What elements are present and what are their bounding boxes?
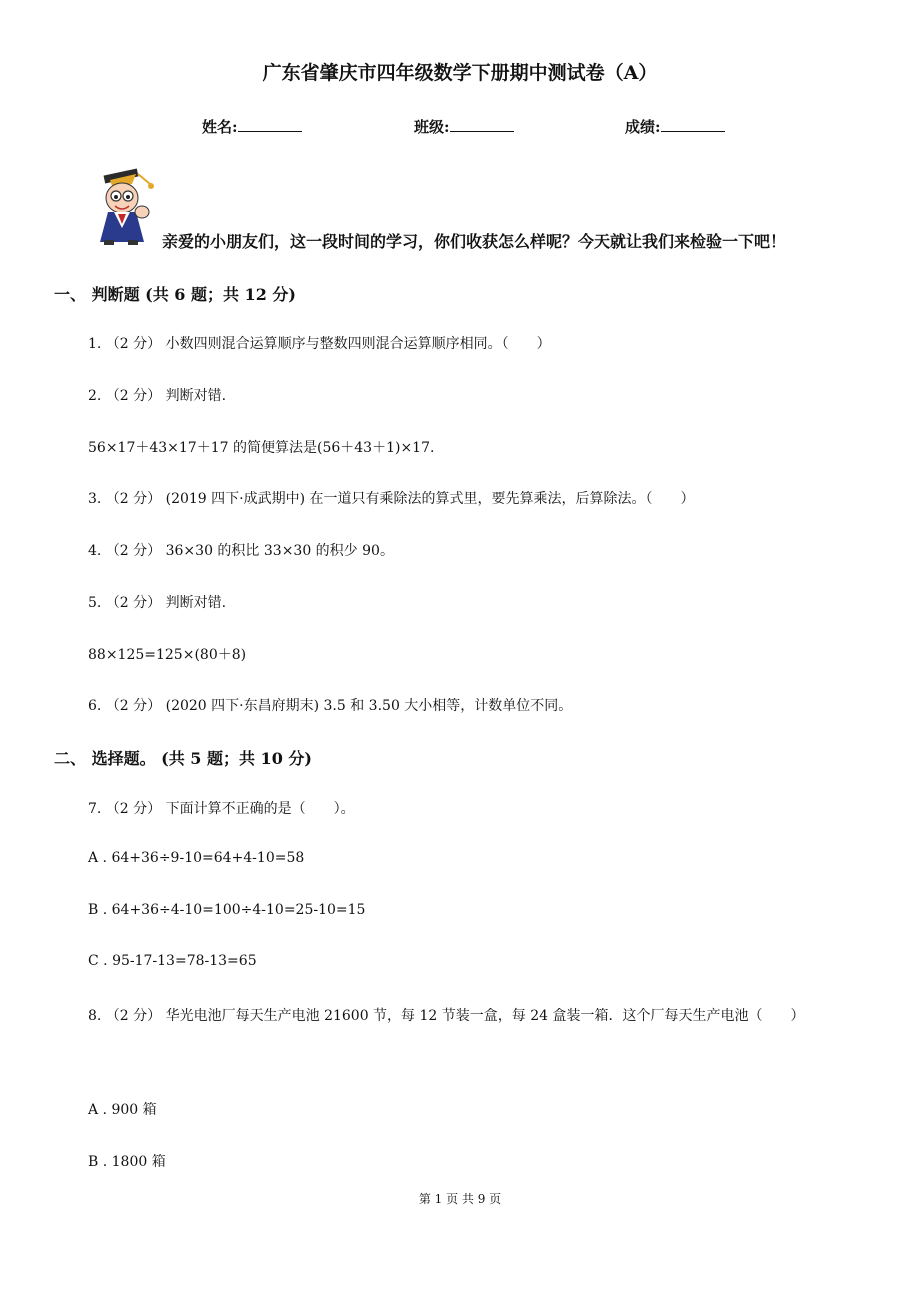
- page-footer: 第 1 页 共 9 页: [418, 1192, 502, 1206]
- section2-heading: 二、 选择题。 (共 5 题；共 10 分): [54, 749, 312, 768]
- name-blank: [238, 117, 302, 132]
- score-field: [625, 116, 725, 137]
- question-5: 5. （2 分） 判断对错.: [88, 595, 227, 611]
- greeting-text: 亲爱的小朋友们，这一段时间的学习，你们收获怎么样呢？今天就让我们来检验一下吧！: [162, 232, 787, 251]
- question-4: 4. （2 分） 36×30 的积比 33×30 的积少 90。: [88, 543, 394, 559]
- section1-heading: 一、 判断题 (共 6 题；共 12 分): [54, 285, 296, 304]
- question-8-option-a: A . 900 箱: [88, 1102, 157, 1118]
- question-2-expression: 56×17＋43×17＋17 的简便算法是(56＋43＋1)×17.: [88, 440, 435, 456]
- question-3: 3. （2 分） (2019 四下·成武期中) 在一道只有乘除法的算式里，要先算乘法，后算除法。（ ）: [88, 491, 695, 507]
- class-field: [414, 116, 514, 137]
- question-1: 1. （2 分） 小数四则混合运算顺序与整数四则混合运算顺序相同。（ ）: [88, 336, 551, 352]
- question-7-option-c: C . 95-17-13=78-13=65: [88, 953, 257, 969]
- name-label: 姓名:: [202, 118, 238, 136]
- question-8: 8. （2 分） 华光电池厂每天生产电池 21600 节，每 12 节装一盒，每 24 盒装一箱．这个厂每天生产电池（ ）: [88, 1008, 805, 1024]
- question-8-option-b: B . 1800 箱: [88, 1154, 166, 1170]
- class-blank: [450, 117, 514, 132]
- question-5-expression: 88×125=125×(80＋8): [88, 647, 247, 663]
- score-label: 成绩:: [625, 118, 661, 136]
- mascot-icon: [92, 168, 164, 246]
- question-6: 6. （2 分） (2020 四下·东昌府期末) 3.5 和 3.50 大小相等，计数单位不同。: [88, 698, 573, 714]
- question-7-option-a: A . 64+36÷9-10=64+4-10=58: [88, 850, 305, 866]
- class-label: 班级:: [414, 118, 450, 136]
- question-2: 2. （2 分） 判断对错.: [88, 388, 227, 404]
- question-7: 7. （2 分） 下面计算不正确的是（ ）。: [88, 801, 355, 817]
- exam-title: 广东省肇庆市四年级数学下册期中测试卷（A）: [262, 62, 658, 84]
- question-7-option-b: B . 64+36÷4-10=100÷4-10=25-10=15: [88, 902, 366, 918]
- name-field: [202, 116, 302, 137]
- score-blank: [661, 117, 725, 132]
